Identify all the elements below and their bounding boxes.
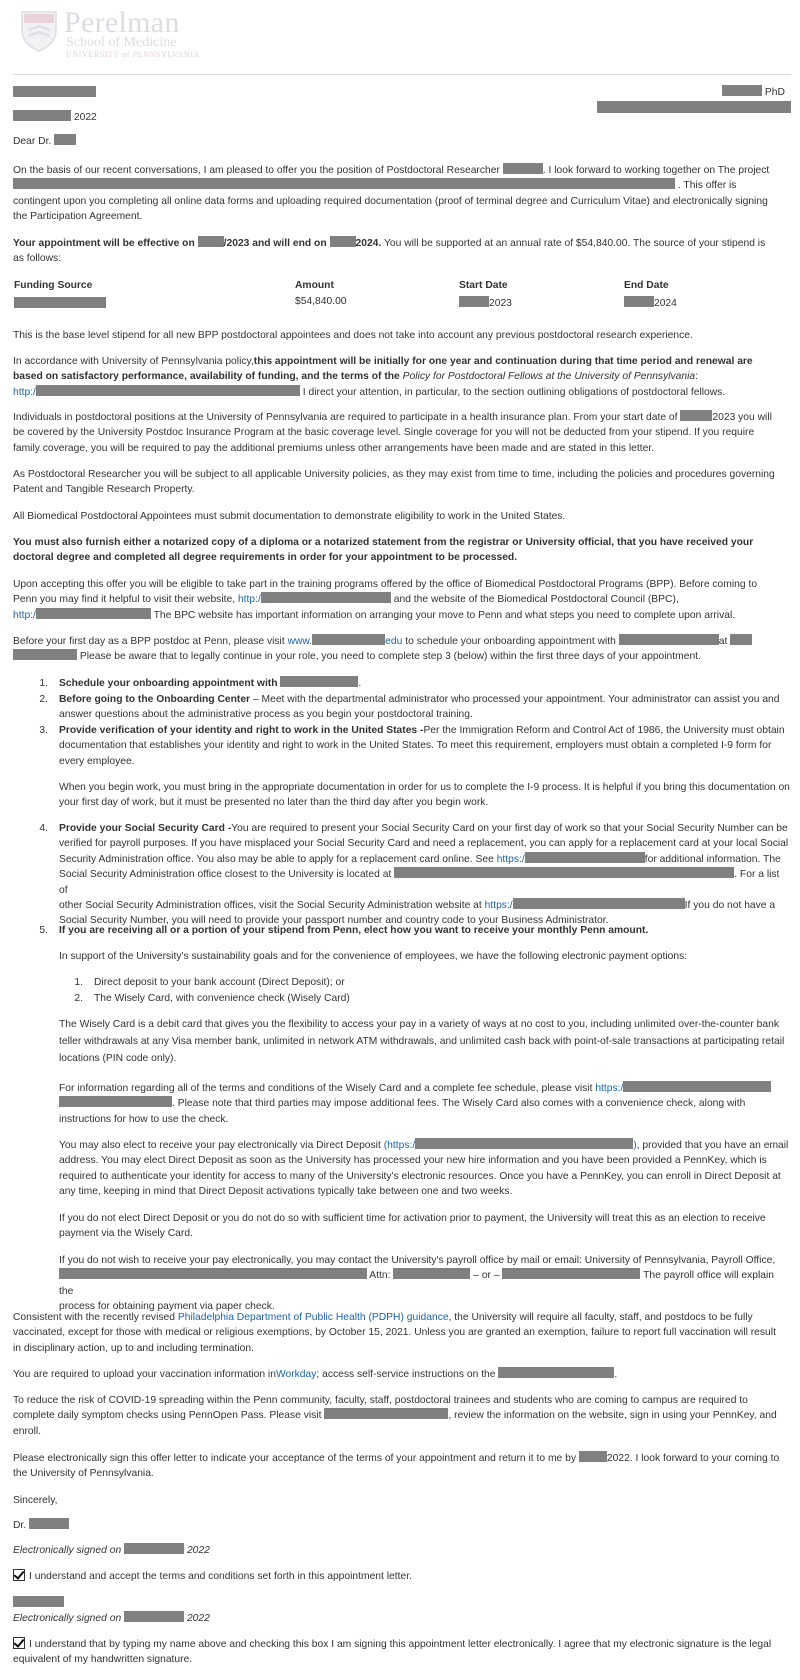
logo-university: UNIVERSITY of PENNSYLVANIA bbox=[66, 50, 200, 59]
paragraph-base: This is the base level stipend for all new BPP postdoctoral appointees and does not take into account any previous postdoctoral research experience. bbox=[13, 330, 693, 341]
text: the University of Pennsylvania. bbox=[13, 1468, 154, 1480]
text: Please electronically sign this offer letter to indicate your acceptance of the terms of your appointment and return it to me by bbox=[13, 1453, 577, 1464]
text: Your appointment will be effective on bbox=[13, 238, 195, 249]
paragraph-policies bbox=[13, 467, 791, 498]
text: verified for payroll purposes. If you have misplaced your Social Security Card and need a replacement, you can apply for a replacement card at your local Social bbox=[59, 838, 789, 850]
text: Electronically signed on bbox=[13, 1613, 122, 1624]
redaction bbox=[623, 1081, 771, 1092]
pdph-guidance-link[interactable]: Philadelphia Department of Public Health (PDPH) guidance bbox=[177, 1312, 449, 1323]
text: Social Security Number, you will need to provide your passport number and country code to your Business Administrator. bbox=[59, 915, 609, 927]
text: equivalent of my handwritten signature. bbox=[13, 1654, 193, 1666]
text: Upon accepting this offer you will be eligible to take part in the training programs offered by the office of Biomedical Postdoctoral Programs (BPP). Before coming to bbox=[13, 579, 758, 590]
redaction bbox=[36, 385, 300, 396]
step-number: 5. bbox=[39, 925, 48, 936]
redaction bbox=[13, 86, 96, 97]
policy-link[interactable]: http:/ bbox=[13, 386, 36, 398]
ssa-card-link[interactable]: https:/ bbox=[496, 853, 525, 865]
text: in disciplinary action, up to and including termination. bbox=[13, 1342, 254, 1354]
text: to schedule your onboarding appointment with bbox=[405, 636, 616, 647]
letter-date bbox=[13, 110, 97, 125]
funding-end bbox=[624, 296, 677, 309]
text: ; access self-service instructions on the bbox=[316, 1369, 496, 1380]
funding-start bbox=[459, 296, 512, 309]
paragraph-appointment bbox=[13, 236, 791, 267]
redaction bbox=[54, 134, 76, 145]
accept-terms-row bbox=[13, 1569, 791, 1584]
text: payment via the Wisely Card. bbox=[59, 1228, 193, 1240]
text: , the University will require all faculty, staff, and postdocs to be fully bbox=[448, 1312, 753, 1323]
text: If you do not wish to receive your pay electronically, you may contact the University's payroll office by mail or email: University of Pennsylvania, Payroll Office, bbox=[59, 1255, 776, 1266]
text: When you begin work, you must bring in the appropriate documentation in order for us to complete the I-9 process. It is helpful if you bring this documentation on bbox=[59, 782, 790, 793]
text: Electronically signed on bbox=[13, 1545, 122, 1556]
text: Patent and Tangible Research Property. bbox=[13, 484, 195, 496]
text: I direct your attention, in particular, to the section outlining obligations of postdoctoral fellows. bbox=[302, 386, 726, 398]
redaction bbox=[525, 852, 645, 863]
paragraph-offer bbox=[13, 163, 791, 225]
text: for additional information. The bbox=[644, 853, 781, 865]
redaction bbox=[513, 898, 685, 909]
paragraph-vaccination bbox=[13, 1310, 791, 1356]
step-number: 3. bbox=[39, 725, 48, 736]
logo-title: Perelman bbox=[64, 6, 180, 39]
text: Dr. bbox=[13, 1520, 27, 1531]
step-number: 4. bbox=[39, 823, 48, 834]
bpp-link[interactable]: http:/ bbox=[237, 594, 261, 606]
option-number: 2. bbox=[74, 993, 83, 1004]
text: other Social Security Administration offices, visit the Social Security Administration website at bbox=[59, 900, 482, 912]
option-number: 1. bbox=[74, 977, 83, 988]
redaction bbox=[503, 163, 543, 174]
closing: Sincerely, bbox=[13, 1495, 58, 1506]
text: family coverage, you will be required to pay the additional premiums unless other arrangements have been made and are stated in this letter. bbox=[13, 442, 655, 454]
text: answer questions about the administrative process as you begin your postdoctoral training. bbox=[59, 709, 473, 721]
redaction bbox=[198, 236, 224, 247]
redaction bbox=[722, 85, 762, 96]
text: this appointment will be initially for one year and continuation during that time period and renewal are bbox=[253, 356, 753, 367]
paragraph-furnish bbox=[13, 535, 791, 566]
text: address. You may elect Direct Deposit as soon as the University has processed your new hire information and you have been provided a PennKey, which is bbox=[59, 1155, 767, 1167]
text: based on satisfactory performance, availability of funding, and the terms of the bbox=[13, 371, 400, 383]
text: In support of the University's sustainability goals and for the convenience of employees, we have the following electronic payment options: bbox=[59, 951, 688, 962]
text: required to authenticate your identity for access to many of the University's electronic resources. Once you have a PennKey, you can enroll in Direct Deposit at bbox=[59, 1170, 781, 1182]
text: . For a list of bbox=[59, 869, 780, 896]
text: documentation that establishes your identity and right to work in the United States. To meet this requirement, employers must obtain a completed I-9 form for bbox=[59, 740, 772, 752]
text: every employee. bbox=[59, 755, 135, 767]
text: process for obtaining payment via paper check. bbox=[59, 1301, 275, 1313]
text: You may also elect to receive your pay electronically via Direct Deposit bbox=[59, 1140, 381, 1151]
salutation bbox=[13, 134, 791, 149]
text: . bbox=[614, 1369, 618, 1380]
text: . This offer is bbox=[677, 180, 737, 192]
redaction bbox=[14, 297, 106, 308]
link-text: (https:/ bbox=[383, 1140, 416, 1151]
text: Before going to the Onboarding Center bbox=[59, 694, 251, 705]
text: . I look forward to working together on The project bbox=[542, 165, 770, 176]
esignature-line-2 bbox=[13, 1611, 791, 1626]
onboarding-link[interactable] bbox=[288, 636, 403, 647]
bpc-link[interactable]: http:/ bbox=[13, 609, 36, 621]
text: Penn you may find it helpful to visit their website, bbox=[13, 594, 236, 606]
redaction bbox=[579, 1451, 607, 1462]
text: the Participation Agreement. bbox=[13, 211, 143, 223]
text: The BPC website has important information on arranging your move to Penn and what steps you need to complete upon arrival. bbox=[153, 609, 736, 621]
policy-title: Policy for Postdoctoral Fellows at the University of Pennsylvania bbox=[402, 371, 696, 383]
redaction bbox=[324, 1408, 448, 1419]
signer bbox=[13, 1518, 791, 1533]
text: instructions for how to use the check. bbox=[59, 1113, 229, 1125]
paragraph-upload bbox=[13, 1367, 791, 1382]
esignature-line-1 bbox=[13, 1543, 791, 1558]
text: Attn: bbox=[369, 1270, 391, 1282]
text: You are required to present your Social Security Card on your first day of work so that your Social Security Number can be bbox=[231, 823, 788, 834]
redaction bbox=[330, 236, 356, 247]
text: If you do not elect Direct Deposit or you do not do so with sufficient time for activation prior to payment, the University will treat this as an election to receive bbox=[59, 1213, 766, 1224]
text: Please be aware that to legally continue in your role, you need to complete step 3 (below) within the first three days of your appointment. bbox=[79, 651, 701, 663]
text: You must also furnish either a notarized copy of a diploma or a notarized statement from the registrar or University official, that you have received your bbox=[13, 537, 754, 548]
text: As Postdoctoral Researcher you will be subject to all applicable University policies, as they may exist from time to time, including the policies and procedures governing bbox=[13, 469, 775, 480]
paragraph-training bbox=[13, 577, 791, 623]
text: locations (PIN code only). bbox=[59, 1053, 177, 1064]
header-divider bbox=[13, 74, 791, 75]
redaction bbox=[13, 178, 675, 189]
text: 2024. bbox=[355, 238, 382, 249]
text: On the basis of our recent conversations, I am pleased to offer you the position of Postdoctoral Researcher bbox=[13, 165, 500, 176]
redaction bbox=[59, 1096, 172, 1107]
text: Individuals in postdoctoral positions at the University of Pennsylvania are required to participate in a health insurance plan. From your start date of bbox=[13, 412, 678, 423]
ssa-website-link[interactable]: https:/ bbox=[484, 900, 513, 912]
redaction bbox=[498, 1367, 614, 1378]
redaction bbox=[29, 1518, 69, 1529]
recipient-suffix: PhD bbox=[764, 87, 785, 98]
text: 2022. I look forward to your coming to bbox=[606, 1453, 780, 1464]
logo-subtitle: School of Medicine bbox=[66, 35, 177, 50]
redaction bbox=[730, 634, 752, 645]
redaction bbox=[619, 634, 719, 645]
redaction bbox=[261, 592, 391, 603]
redaction bbox=[394, 867, 734, 878]
redaction bbox=[280, 676, 358, 687]
funding-header-source: Funding Source bbox=[14, 280, 93, 291]
redaction bbox=[502, 1268, 640, 1279]
redaction bbox=[393, 1268, 470, 1279]
redaction bbox=[680, 410, 712, 421]
funding-header-end: End Date bbox=[624, 280, 669, 291]
text: be covered by the University Postdoc Insurance Program at the basic coverage level. Single coverage for you will not be deducted from your stipend. If you require bbox=[13, 427, 755, 439]
redaction bbox=[124, 1611, 184, 1622]
paragraph-insurance bbox=[13, 410, 791, 456]
text: I understand and accept the terms and conditions set forth in this appointment letter. bbox=[29, 1571, 412, 1582]
text: enroll. bbox=[13, 1425, 42, 1437]
direct-deposit-link[interactable] bbox=[384, 1140, 637, 1151]
text: For information regarding all of the terms and conditions of the Wisely Card and a complete fee schedule, please visit bbox=[59, 1083, 593, 1094]
text: In accordance with University of Pennsylvania policy, bbox=[13, 356, 254, 367]
text: and the website of the Biomedical Postdoctoral Council (BPC), bbox=[393, 594, 679, 606]
text: teller withdrawals at any Visa member bank, unlimited in network ATM withdrawals, and unlimited cash back with point-of-sale transactions at participating retail bbox=[59, 1036, 785, 1047]
funding-header-amount: Amount bbox=[295, 280, 334, 291]
redaction bbox=[415, 1138, 633, 1149]
text: vaccinated, except for those with medical or religious exemptions, by October 15, 2021. Unless you are granted an exemption, failure to report full vaccination will result bbox=[13, 1327, 776, 1339]
paragraph-firstday bbox=[13, 634, 791, 665]
redaction bbox=[13, 1596, 64, 1607]
text: 2022 bbox=[186, 1613, 210, 1624]
esign-consent-checkbox[interactable] bbox=[13, 1637, 25, 1649]
recipient-line bbox=[722, 85, 791, 100]
text: If you do not have a bbox=[684, 900, 776, 912]
text: To reduce the risk of COVID-19 spreading within the Penn community, faculty, staff, postdoctoral trainees and students who are coming to campus are required to bbox=[13, 1395, 748, 1406]
text: . Please note that third parties may impose additional fees. The Wisely Card also comes with a convenience check, along with bbox=[172, 1098, 746, 1110]
text: complete daily symptom checks using PennOpen Pass. Please visit bbox=[13, 1410, 322, 1422]
text: You will be supported at an annual rate of $54,840.00. The source of your stipend is bbox=[383, 238, 766, 249]
redaction bbox=[36, 608, 151, 619]
salutation-text: Dear Dr. bbox=[13, 136, 52, 147]
funding-amount: $54,840.00 bbox=[295, 296, 347, 307]
link-text: ) bbox=[633, 1140, 637, 1151]
text: as follows: bbox=[13, 253, 62, 265]
text: Direct deposit to your bank account (Direct Deposit); or bbox=[94, 977, 345, 988]
funding-header-start: Start Date bbox=[459, 280, 508, 291]
text: – Meet with the departmental administrator who processed your appointment. Your administrator can assist you and bbox=[252, 694, 780, 705]
text: your first day of work, but it must be presented no later than the third day after you begin work. bbox=[59, 797, 489, 809]
text: at bbox=[718, 636, 728, 647]
redaction bbox=[597, 101, 791, 113]
text: I understand that by typing my name above and checking this box I am signing this appointment letter electronically. I agree that my electronic signature is the legal bbox=[29, 1639, 772, 1650]
letter-date-year: 2022 bbox=[73, 112, 97, 123]
wisely-link[interactable]: https:/ bbox=[595, 1083, 624, 1094]
text: Security Administration office. You also may be able to apply for a replacement card online. See bbox=[59, 853, 494, 865]
step-number: 1. bbox=[39, 678, 48, 689]
accept-terms-checkbox[interactable] bbox=[13, 1569, 25, 1581]
redaction bbox=[13, 110, 71, 121]
text: 2024 bbox=[654, 298, 677, 309]
paragraph-policy bbox=[13, 354, 791, 400]
penn-med-logo bbox=[20, 8, 200, 60]
text: The Wisely Card is a debit card that gives you the flexibility to access your pay in a variety of ways at no cost to you, including unlimited over-the-counter bank bbox=[59, 1019, 779, 1030]
redaction bbox=[312, 634, 385, 645]
text: Per the Immigration Reform and Control Act of 1986, the University must obtain bbox=[423, 725, 785, 736]
shield-icon bbox=[20, 10, 58, 52]
redaction bbox=[124, 1543, 184, 1554]
step-number: 2. bbox=[39, 694, 48, 705]
text: 2022 bbox=[186, 1545, 210, 1556]
text: Before your first day as a BPP postdoc at Penn, please visit bbox=[13, 636, 285, 647]
text: doctoral degree and completed all degree requirements in order for your appointment to be processed. bbox=[13, 552, 518, 564]
text: The payroll office will explain the bbox=[59, 1270, 775, 1297]
text: any time, keeping in mind that Direct Deposit activations typically take between one and two weeks. bbox=[59, 1186, 513, 1198]
paragraph-biomed: All Biomedical Postdoctoral Appointees must submit documentation to demonstrate eligibility to work in the United States. bbox=[13, 511, 566, 522]
text: /2023 and will end on bbox=[223, 238, 327, 249]
paragraph-covid bbox=[13, 1393, 791, 1439]
redaction bbox=[459, 296, 489, 307]
text: If you are receiving all or a portion of your stipend from Penn, elect how you want to receive your monthly Penn amount. bbox=[59, 925, 649, 936]
text: Provide your Social Security Card - bbox=[59, 823, 232, 834]
text: 2023 you will bbox=[712, 412, 772, 423]
esign-consent-row bbox=[13, 1637, 791, 1668]
redaction bbox=[624, 296, 654, 307]
text: Schedule your onboarding appointment with bbox=[59, 678, 278, 689]
link-text: edu bbox=[385, 636, 403, 647]
text: 2023 bbox=[489, 298, 512, 309]
workday-link[interactable]: Workday bbox=[275, 1369, 317, 1380]
text: Consistent with the recently revised bbox=[13, 1312, 175, 1323]
text: Social Security Administration office closest to the University is located at bbox=[59, 869, 392, 881]
text: Provide verification of your identity and right to work in the United States - bbox=[59, 725, 424, 736]
text: , provided that you have an email bbox=[636, 1140, 789, 1151]
text: – or – bbox=[473, 1270, 500, 1282]
text: , review the information on the website, sign in using your PennKey, and bbox=[448, 1410, 777, 1422]
link-text: www. bbox=[287, 636, 313, 647]
text: You are required to upload your vaccination information in bbox=[13, 1369, 276, 1380]
redaction bbox=[13, 649, 77, 660]
paragraph-sign bbox=[13, 1451, 791, 1482]
text: contingent upon you completing all online data forms and uploading required documentation (proof of terminal degree and Curriculum Vitae) and electronically signing bbox=[13, 195, 768, 207]
redaction bbox=[59, 1268, 367, 1279]
text: The Wisely Card, with convenience check (Wisely Card) bbox=[94, 993, 350, 1004]
text: : bbox=[695, 371, 698, 383]
